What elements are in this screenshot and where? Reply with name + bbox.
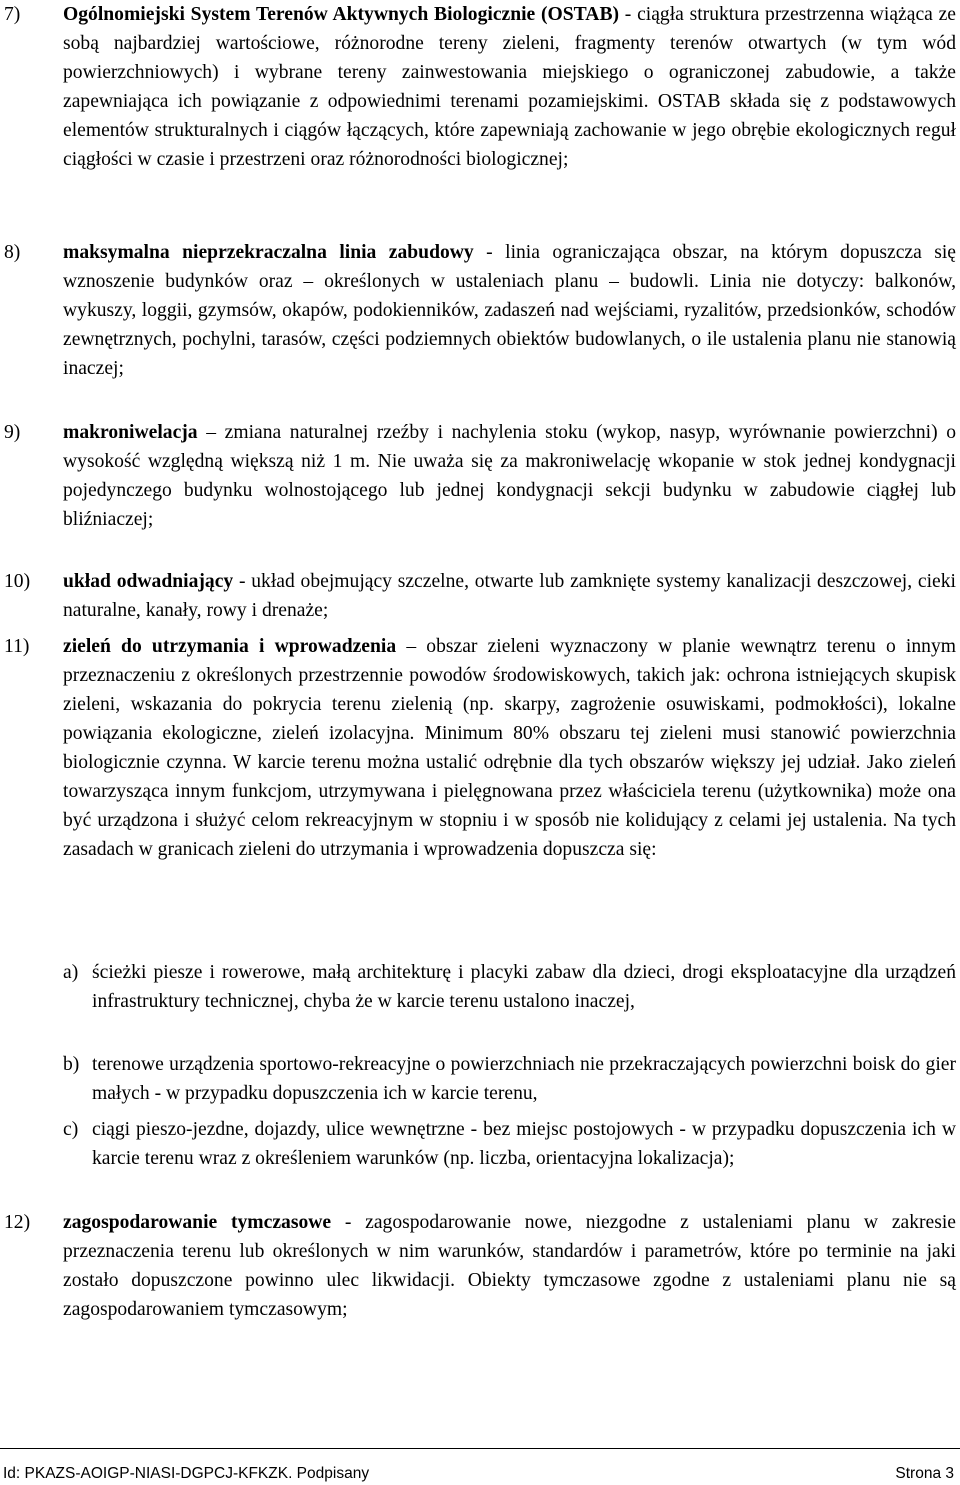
definition-text: - linia ograniczająca obszar, na którym dopuszcza się wznoszenie budynków oraz – określonych w ustaleniach planu – budowli. Linia nie dotyczy: balkonów, wykuszy, loggii, gzymsów, okapów, podokienników, zadaszeń nad wejściami, ryzalitów, przedsionków, schodów zewnętrznych, pochylni, tarasów, części podziemnych obiektów budowlanych, o ile ustalenia planu nie stanowią inaczej; bbox=[63, 242, 956, 379]
defined-term: zieleń do utrzymania i wprowadzenia bbox=[63, 636, 397, 657]
page-footer bbox=[0, 1448, 960, 1485]
item-number: 11) bbox=[4, 636, 30, 657]
definition-text: - układ obejmujący szczelne, otwarte lub zamknięte systemy kanalizacji deszczowej, cieki naturalne, kanały, rowy i drenaże; bbox=[63, 571, 956, 621]
defined-term: zagospodarowanie tymczasowe bbox=[63, 1212, 332, 1233]
subitem-b bbox=[63, 1050, 956, 1108]
item-body bbox=[63, 238, 956, 383]
document-id: Id: PKAZS-AOIGP-NIASI-DGPCJ-KFKZK. Podpisany bbox=[3, 1465, 370, 1482]
item-number: 9) bbox=[4, 422, 21, 443]
subitem-text: terenowe urządzenia sportowo-rekreacyjne o powierzchniach nie przekraczających powierzchni boisk do gier małych - w przypadku dopuszczenia ich w karcie terenu, bbox=[92, 1054, 956, 1104]
item-body bbox=[63, 1208, 956, 1324]
item-number: 7) bbox=[4, 4, 21, 25]
definition-item-10 bbox=[4, 567, 956, 625]
subitem-letter: b) bbox=[63, 1054, 80, 1075]
item-body bbox=[63, 0, 956, 174]
definition-item-7 bbox=[4, 0, 956, 174]
defined-term: Ogólnomiejski System Terenów Aktywnych Biologicznie (OSTAB) bbox=[63, 4, 620, 25]
item-number: 8) bbox=[4, 242, 21, 263]
item-body bbox=[63, 632, 956, 864]
item-number: 10) bbox=[4, 571, 31, 592]
item-body bbox=[63, 567, 956, 625]
item-body bbox=[63, 418, 956, 534]
subitem-letter: a) bbox=[63, 962, 79, 983]
definition-text: – zmiana naturalnej rzeźby i nachylenia stoku (wykop, nasyp, wyrównanie powierzchni) o wysokość względną większą niż 1 m. Nie uważa się za makroniwelację wkopanie w stok jednej kondygnacji pojedynczego budynku wolnostojącego lub jednej kondygnacji sekcji budynku w zabudowie ciągłej lub bliźniaczej; bbox=[63, 422, 956, 530]
definition-item-8 bbox=[4, 238, 956, 383]
subitem-text: ścieżki piesze i rowerowe, małą architekturę i placyki zabaw dla dzieci, drogi eksploatacyjne dla urządzeń infrastruktury technicznej, chyba że w karcie terenu ustalono inaczej, bbox=[92, 962, 956, 1012]
definition-item-12 bbox=[4, 1208, 956, 1324]
subitem-letter: c) bbox=[63, 1119, 79, 1140]
item-number: 12) bbox=[4, 1212, 31, 1233]
definition-text: – obszar zieleni wyznaczony w planie wewnątrz terenu o innym przeznaczeniu z określonych przestrzennie powodów środowiskowych, takich jak: ochrona istniejących skupisk zieleni, wskazania do pokrycia terenu zielenią (np. skarpy, zagrożenie osuwiskami, podmokłości), lokalne powiązania ekologiczne, zieleń izolacyjna. Minimum 80% obszaru tej zieleni musi stanowić powierzchnia biologicznie czynna. W karcie terenu można ustalić odrębnie dla tych obszarów większy jej udział. Jako zieleń towarzysząca innym funkcjom, utrzymywana i pielęgnowana przez właściciela terenu (użytkownika) może ona być urządzona i służyć celom rekreacyjnym w stopniu i w sposób nie kolidujący z celami jej ustalenia. Na tych zasadach w granicach zieleni do utrzymania i wprowadzenia dopuszcza się: bbox=[63, 636, 956, 860]
subitem-a bbox=[63, 958, 956, 1016]
definition-item-11 bbox=[4, 632, 956, 864]
defined-term: maksymalna nieprzekraczalna linia zabudowy bbox=[63, 242, 474, 263]
defined-term: układ odwadniający bbox=[63, 571, 234, 592]
definition-item-9 bbox=[4, 418, 956, 534]
page-number: Strona 3 bbox=[895, 1465, 954, 1482]
subitem-text: ciągi pieszo-jezdne, dojazdy, ulice wewnętrzne - bez miejsc postojowych - w przypadku dopuszczenia ich w karcie terenu wraz z określeniem warunków (np. liczba, orientacyjna lokalizacja); bbox=[92, 1119, 956, 1169]
defined-term: makroniwelacja bbox=[63, 422, 198, 443]
definition-text: - ciągła struktura przestrzenna wiążąca ze sobą najbardziej wartościowe, różnorodne tereny zieleni, fragmenty terenów otwartych (w tym wód powierzchniowych) i wybrane tereny zainwestowania miejskiego o ograniczonej zabudowie, a także zapewniająca ich powiązanie z odpowiednimi terenami pozamiejskimi. OSTAB składa się z podstawowych elementów strukturalnych i ciągów łączących, które zapewniają zachowanie w jego obrębie ekologicznych reguł ciągłości w czasie i przestrzeni oraz różnorodności biologicznej; bbox=[63, 4, 956, 170]
definition-text: - zagospodarowanie nowe, niezgodne z ustaleniami planu w zakresie przeznaczenia terenu lub określonych w nim warunków, standardów i parametrów, które po terminie na jaki zostało dopuszczone powinno ulec likwidacji. Obiekty tymczasowe zgodne z ustaleniami planu nie są zagospodarowaniem tymczasowym; bbox=[63, 1212, 956, 1320]
subitem-c bbox=[63, 1115, 956, 1173]
